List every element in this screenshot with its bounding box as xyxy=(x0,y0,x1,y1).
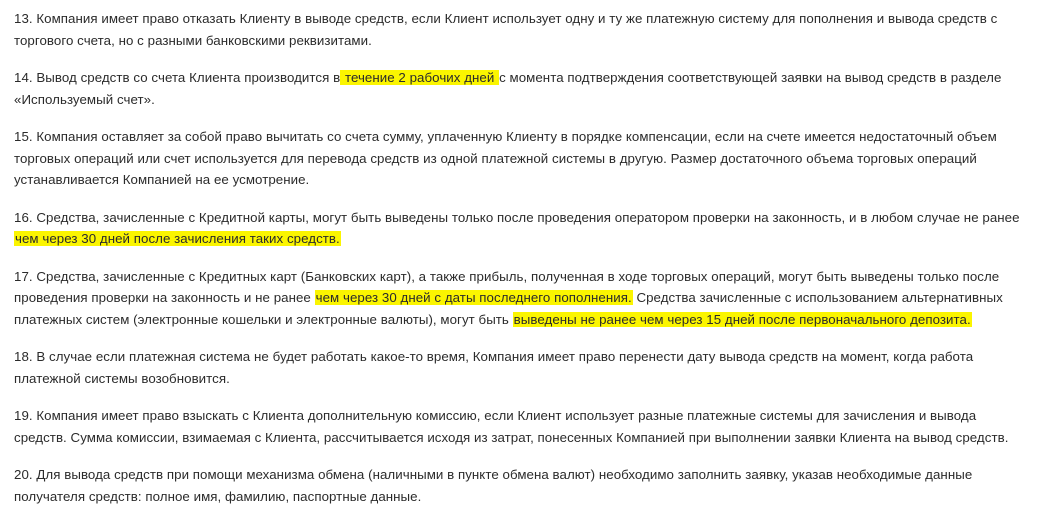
text-run: 14. Вывод средств со счета Клиента производится в xyxy=(14,70,341,85)
text-run: 20. Для вывода средств при помощи механизма обмена (наличными в пункте обмена валют) необходимо заполнить заявку, указав необходимые данные получателя средств: полное имя, фамилию, паспортные данные. xyxy=(14,467,973,504)
text-run: 16. Средства, зачисленные с Кредитной карты, могут быть выведены только после проведения оператором проверки на законность, и в любом случае не ранее xyxy=(14,209,1020,225)
highlighted-text: течение 2 рабочих дней xyxy=(341,70,499,85)
text-run: 18. В случае если платежная система не будет работать какое-то время, Компания имеет право перенести дату вывода средств на момент, когда работа платежной системы возобновится. xyxy=(14,349,974,386)
text-run: 13. Компания имеет право отказать Клиенту в выводе средств, если Клиент использует одну и ту же платежную систему для пополнения и вывода средств с торгового счета, но с разными банковскими реквизитами. xyxy=(14,11,998,48)
paragraph-clause-17 xyxy=(14,266,1027,331)
highlighted-text: чем через 30 дней с даты последнего пополнения. xyxy=(315,290,632,305)
text-run: с момента подтверждения соответствующей заявки на вывод средств в разделе «Используемый счет». xyxy=(14,70,1002,107)
highlighted-text: выведены не ранее чем через 15 дней после первоначального депозита. xyxy=(513,311,971,327)
paragraph-clause-13 xyxy=(14,8,1027,51)
paragraph-clause-14 xyxy=(14,67,1027,110)
text-run: Средства зачисленные с использованием альтернативных платежных систем (электронные кошельки и электронные валюты), могут быть xyxy=(14,290,1003,327)
text-run: 15. Компания оставляет за собой право вычитать со счета сумму, уплаченную Клиенту в порядке компенсации, если на счете имеется недостаточный объем торговых операций или счет используется для перевода средств из одной платежной системы в другую. Размер достаточного объема торговых операций устанавливается Компанией на ее усмотрение. xyxy=(14,129,997,187)
paragraph-clause-20 xyxy=(14,464,1027,507)
text-run: 19. Компания имеет право взыскать с Клиента дополнительную комиссию, если Клиент использует разные платежные системы для зачисления и вывода средств. Сумма комиссии, взимаемая с Клиента, рассчитывается исходя из затрат, понесенных Компанией при выполнении заявки Клиента на вывод средств. xyxy=(14,408,1009,445)
paragraph-clause-19 xyxy=(14,405,1027,448)
paragraph-clause-16 xyxy=(14,207,1027,250)
paragraph-clause-18 xyxy=(14,346,1027,389)
text-run: 17. Средства, зачисленные с Кредитных карт (Банковских карт), а также прибыль, полученная в ходе торговых операций, могут быть выведены только после проведения проверки на законность и не ранее xyxy=(14,268,1000,305)
highlighted-text: чем через 30 дней после зачисления таких средств. xyxy=(15,231,340,246)
paragraph-clause-15 xyxy=(14,126,1027,191)
